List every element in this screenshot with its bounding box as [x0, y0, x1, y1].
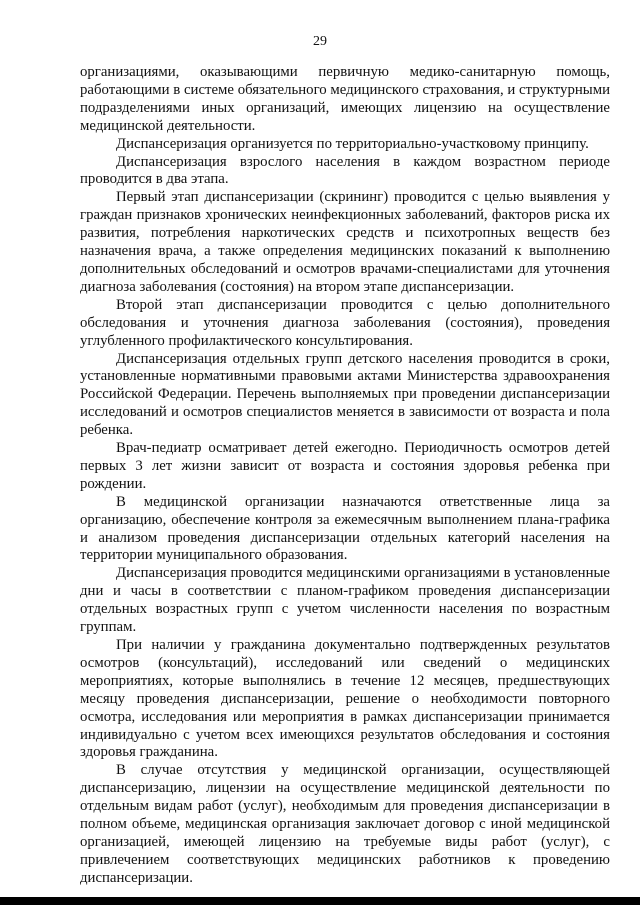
paragraph-license-contract: В случае отсутствия у медицинской организации, осуществляющей диспансеризацию, лицензии на осуществление медицинской деятельности по отдельным видам работ (услуг), необходимым для проведения диспансеризации в полном объеме, медицинская организация заключает договор с иной медицинской организацией, имеющей лицензию на требуемые виды работ (услуг), с привлечением соответствующих медицинских работников к проведению диспансеризации.	[80, 762, 610, 886]
page-number: 29	[313, 34, 327, 49]
paragraph-prior-results: При наличии у гражданина документально подтвержденных результатов осмотров (консультаций), исследований или сведений о медицинских мероприятиях, которые выполнялись в течение 12 месяцев, предшествующих месяцу проведения диспансеризации, решение о необходимости повторного осмотра, исследования или мероприятия в рамках диспансеризации принимается индивидуально с учетом всех имеющихся результатов обследования и состояния здоровья гражданина.	[80, 637, 610, 761]
paragraph-territorial-principle: Диспансеризация организуется по территориально-участковому принципу.	[116, 135, 589, 152]
bottom-scan-edge	[0, 897, 640, 905]
paragraph-first-stage: Первый этап диспансеризации (скрининг) проводится с целью выявления у граждан признаков хронических неинфекционных заболеваний, факторов риска их развития, потребления наркотических средств и психотропных веществ без назначения врача, а также определения медицинских показаний к выполнению дополнительных обследований и осмотров врачами-специалистами для уточнения диагноза заболевания (состояния) на втором этапе диспансеризации.	[80, 189, 610, 295]
paragraph-schedule: Диспансеризация проводится медицинскими организациями в установленные дни и часы в соответствии с планом-графиком проведения диспансеризации отдельных возрастных групп с учетом численности населения по возрастным группам.	[80, 565, 610, 636]
paragraph-continuation: организациями, оказывающими первичную медико-санитарную помощь, работающими в системе обязательного медицинского страхования, и структурными подразделениями иных организаций, имеющих лицензию на осуществление медицинской деятельности.	[80, 64, 610, 134]
paragraph-responsible-persons: В медицинской организации назначаются ответственные лица за организацию, обеспечение контроля за ежемесячным выполнением плана-графика и анализом проведения диспансеризации отдельных категорий населения на территории муниципального образования.	[80, 493, 610, 564]
paragraph-second-stage: Второй этап диспансеризации проводится с целью дополнительного обследования и уточнения диагноза заболевания (состояния), проведения углубленного профилактического консультирования.	[80, 296, 610, 349]
document-body	[80, 64, 610, 888]
paragraph-two-stages: Диспансеризация взрослого населения в каждом возрастном периоде проводится в два этапа.	[80, 153, 610, 188]
paragraph-children-groups: Диспансеризация отдельных групп детского населения проводится в сроки, установленные нормативными правовыми актами Министерства здравоохранения Российской Федерации. Перечень выполняемых при проведении диспансеризации исследований и осмотров специалистов меняется в зависимости от возраста и пола ребенка.	[80, 350, 610, 439]
paragraph-pediatrician: Врач-педиатр осматривает детей ежегодно. Периодичность осмотров детей первых 3 лет жизни зависит от возраста и состояния здоровья ребенка при рождении.	[80, 440, 610, 492]
